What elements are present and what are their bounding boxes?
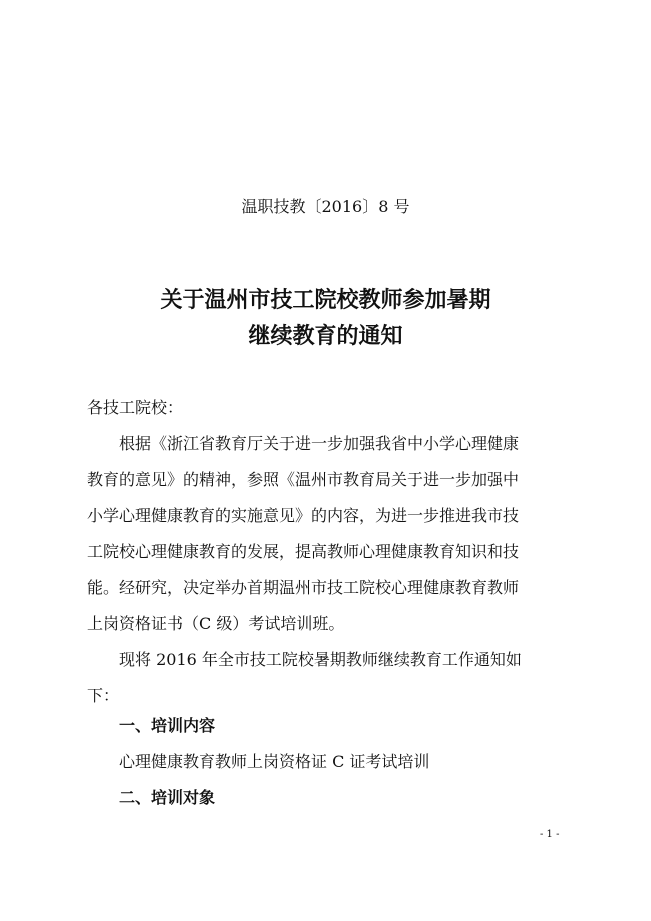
paragraph-1-line-2: 教育的意见》的精神，参照《温州市教育局关于进一步加强中 [87, 470, 520, 489]
title-line-2: 继续教育的通知 [248, 324, 403, 349]
title-line-1: 关于温州市技工院校教师参加暑期 [160, 288, 491, 313]
paragraph-1-line-1: 根据《浙江省教育厅关于进一步加强我省中小学心理健康 [119, 434, 520, 453]
paragraph-1-line-5: 能。经研究，决定举办首期温州市技工院校心理健康教育教师 [87, 578, 520, 597]
section-1-text: 心理健康教育教师上岗资格证 C 证考试培训 [119, 752, 430, 771]
section-2-heading: 二、培训对象 [119, 788, 216, 807]
paragraph-2-line-1: 现将 2016 年全市技工院校暑期教师继续教育工作通知如 [119, 650, 522, 669]
paragraph-1-line-4: 工院校心理健康教育的发展，提高教师心理健康教育知识和技 [87, 542, 520, 561]
section-1-heading: 一、培训内容 [119, 716, 216, 735]
page-number: - 1 - [540, 829, 560, 840]
salutation: 各技工院校： [87, 398, 184, 417]
paragraph-1-line-6: 上岗资格证书（C 级）考试培训班。 [87, 614, 345, 633]
paragraph-2-line-2: 下： [87, 686, 120, 705]
document-number: 温职技教〔2016〕8 号 [241, 197, 410, 216]
paragraph-1-line-3: 小学心理健康教育的实施意见》的内容，为进一步推进我市技 [87, 506, 520, 525]
